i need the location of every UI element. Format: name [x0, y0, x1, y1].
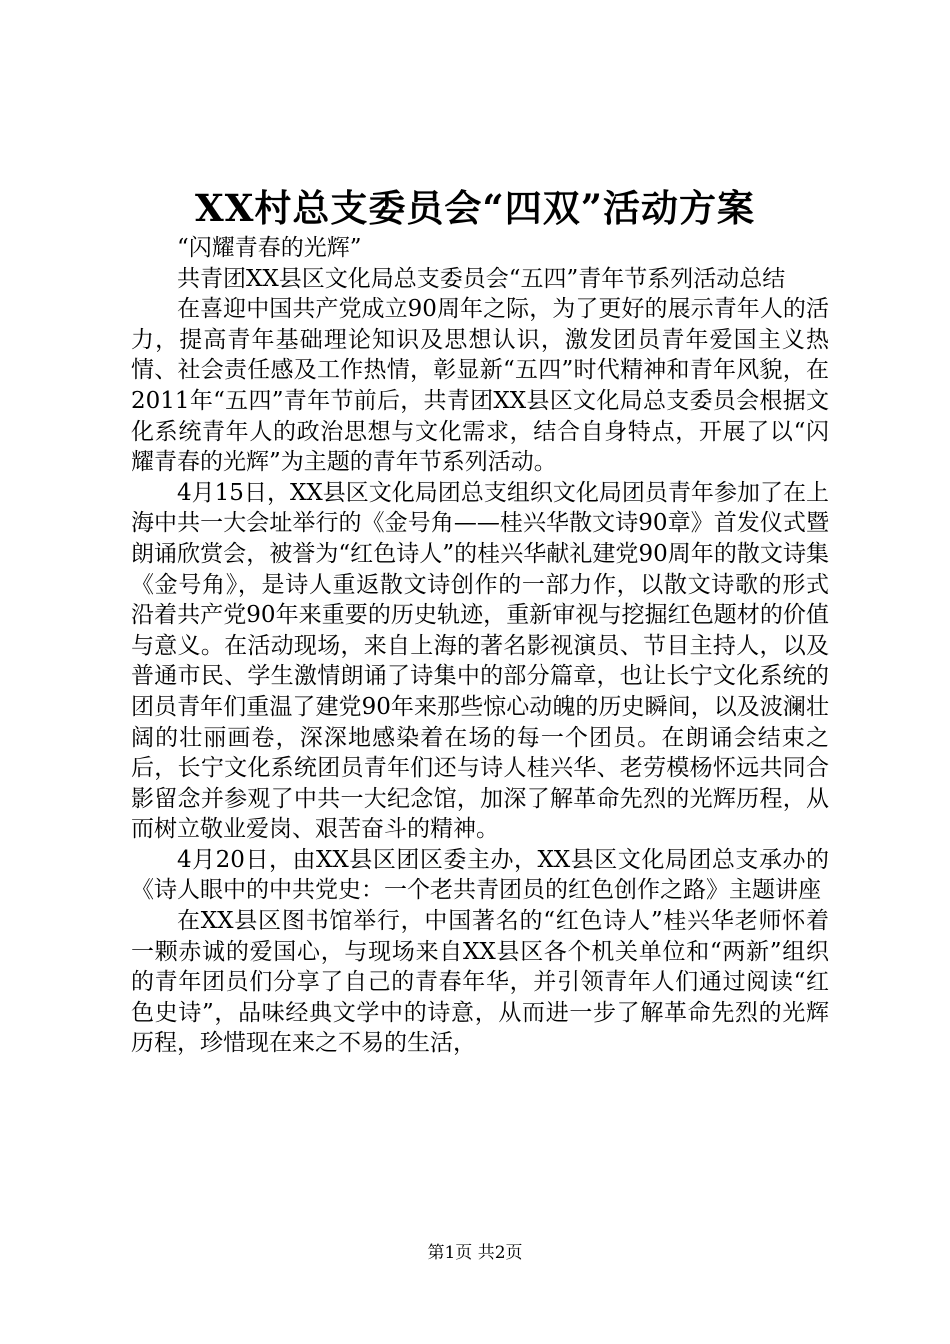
summary-heading-paragraph: 共青团XX县区文化局总支委员会“五四”青年节系列活动总结 [177, 265, 786, 292]
library-event-paragraph: 在XX县区图书馆举行，中国著名的“红色诗人”桂兴华老师怀着一颗赤诚的爱国心，与现场来自XX县区各个机关单位和“两新”组织的青年团员们分享了自己的青春年华，并引领青年人们通过阅读“红色史诗”，品味经典文学中的诗意，从而进一步了解革命先烈的光辉历程，珍惜现在来之不易的生活， [131, 908, 829, 1057]
subtitle-paragraph: “闪耀青春的光辉” [177, 235, 362, 261]
document-body [131, 233, 829, 1059]
intro-paragraph: 在喜迎中国共产党成立90周年之际，为了更好的展示青年人的活力，提高青年基础理论知识及思想认识，激发团员青年爱国主义热情、社会责任感及工作热情，彰显新“五四”时代精神和青年风貌，在2011年“五四”青年节前后，共青团XX县区文化局总支委员会根据文化系统青年人的政治思想与文化需求，结合自身特点，开展了以“闪耀青春的光辉”为主题的青年节系列活动。 [131, 296, 829, 476]
page-number-footer: 第1页 共2页 [427, 1243, 523, 1263]
april-20-paragraph: 4月20日，由XX县区团区委主办，XX县区文化局团总支承办的《诗人眼中的中共党史：一个老共青团员的红色创作之路》主题讲座 [131, 846, 829, 904]
document-title: XX村总支委员会“四双”活动方案 [195, 186, 755, 230]
april-15-paragraph: 4月15日，XX县区文化局团总支组织文化局团员青年参加了在上海中共一大会址举行的《金号角——桂兴华散文诗90章》首发仪式暨朗诵欣赏会，被誉为“红色诗人”的桂兴华献礼建党90周年的散文诗集《金号角》，是诗人重返散文诗创作的一部力作，以散文诗歌的形式沿着共产党90年来重要的历史轨迹，重新审视与挖掘红色题材的价值与意义。在活动现场，来自上海的著名影视演员、节目主持人，以及普通市民、学生激情朗诵了诗集中的部分篇章，也让长宁文化系统的团员青年们重温了建党90年来那些惊心动魄的历史瞬间，以及波澜壮阔的壮丽画卷，深深地感染着在场的每一个团员。在朗诵会结束之后，长宁文化系统团员青年们还与诗人桂兴华、老劳模杨怀远共同合影留念并参观了中共一大纪念馆，加深了解革命先烈的光辉历程，从而树立敬业爱岗、艰苦奋斗的精神。 [131, 479, 829, 843]
